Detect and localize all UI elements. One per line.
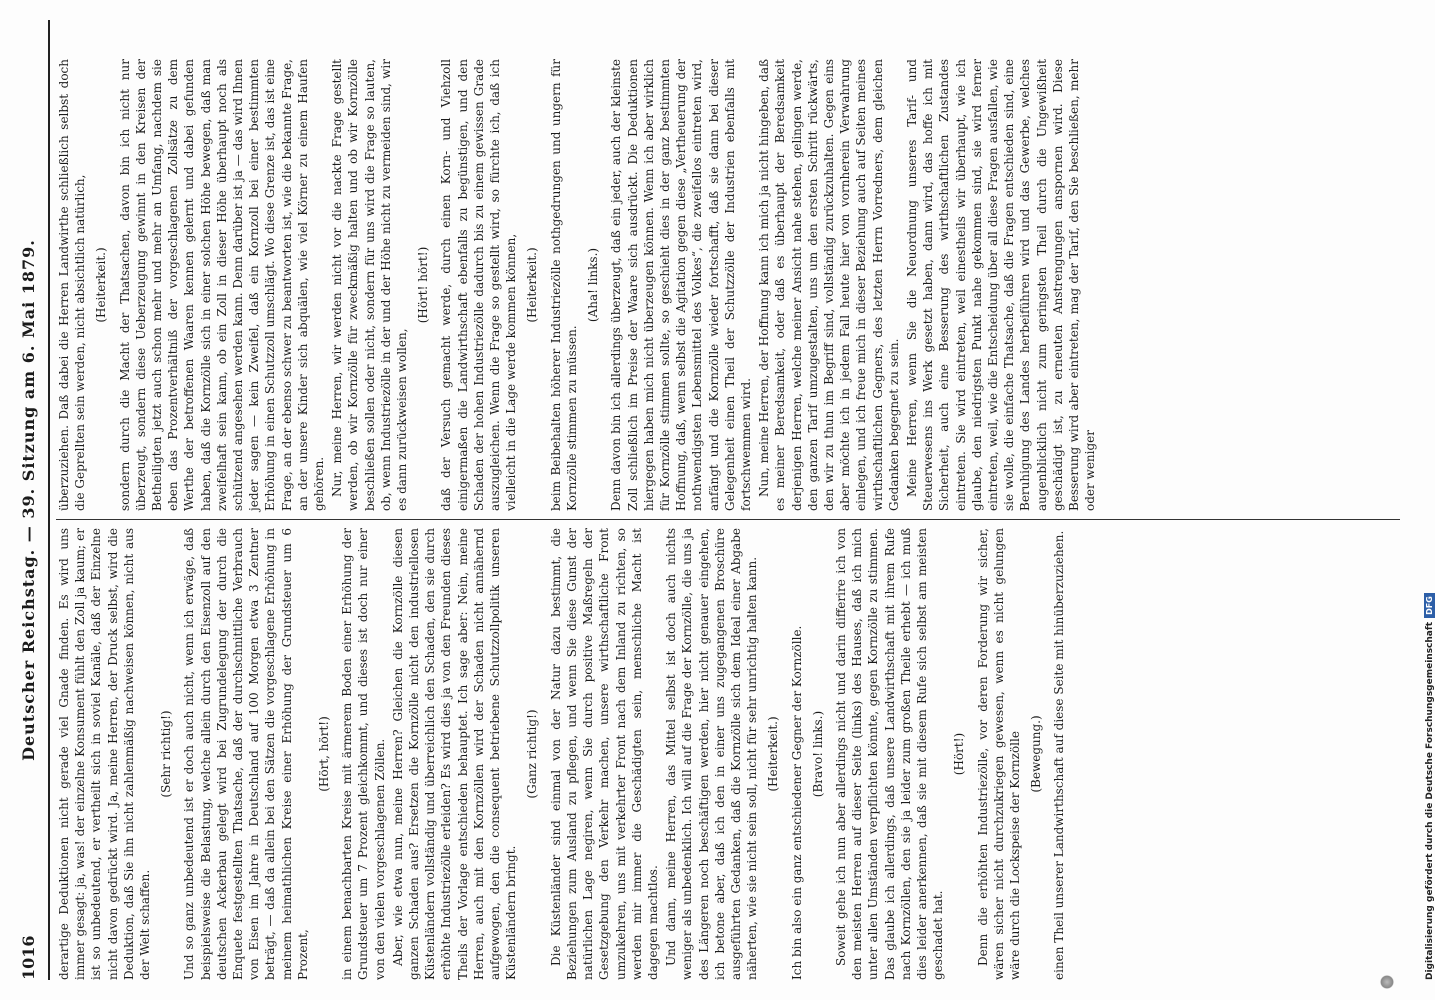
interjection: (Heiterkeit.) <box>525 247 540 323</box>
interjection: (Hört!) <box>952 732 967 776</box>
paragraph: Soweit gehe ich nun aber allerdings nicht und darin differire ich von den meisten Herren auf dieser Seite (links) des Hauses, daß ich mich unter allen Umständen verpflichten könnte, gegen Kornzölle zu stimmen. Das glaube ich allerdings, daß unsere Landwirthschaft mit ihrem Rufe nach Kornzöllen, den sie ja leider zum großen Theile erhebt — ich muß dies leider anerkennen, daß sie mit diesem Rufe sich selbst am meisten geschadet hat. <box>833 528 946 980</box>
interjection: (Bravo! links.) <box>810 710 825 798</box>
digitization-sidebar <box>1406 20 1435 980</box>
paragraph: derartige Deduktionen nicht gerade viel Gnade finden. Es wird uns immer gesagt: ja, was! der einzelne Konsument fühlt den Zoll ja kaum; er ist so unbedeutend, er vertheilt sich in soviel Kanäle, daß der Einzelne nicht davon gedrückt wird. Ja, meine Herren, der Druck selbst, wird die Deduktion, daß Sie ihn nicht zahlenmäßig nachweisen können, nicht aus der Welt schaffen. <box>57 528 153 980</box>
paragraph: einen Theil unserer Landwirthschaft auf diese Seite mit hinüberzuziehen. <box>1052 530 1067 980</box>
paragraph: Nun, meine Herren, der Hoffnung kann ich mich ja nicht hingeben, daß es meiner Beredsamkeit, oder daß es überhaupt der Beredsamkeit derjenigen Herren, welche meiner Ansicht nahe stehen, gelingen werde, den ganzen Tarif umzugestalten, uns um den ersten Schritt rückwärts, den wir zu thun im Begriff sind, vollständig zurückzuhalten. Gegen eins aber möchte ich in jedem Fall heute hier von vornherein Verwahrung einlegen, und ich freue mich in dieser Beziehung auch auf Seiten meines wirthschaftlichen Gegners, des letzten Herrn Vorredners, dem gleichen Gedanken begegnet zu sein. <box>757 59 901 511</box>
paragraph: in einem benachbarten Kreise mit ärmerem Boden einer Erhöhung der Grundsteuer um 7 Prozent gleichkommt, und dieses ist doch nur einer von den vielen vorgeschlagenen Zöllen. <box>340 528 387 980</box>
paragraph: überzuziehen. Daß dabei die Herren Landwirthe schließlich selbst doch die Geprellten sein werden, nicht absichtlich natürlich, <box>57 59 88 511</box>
paragraph: Und so ganz unbedeutend ist er doch auch nicht, wenn ich erwäge, daß beispielsweise die Belastung, welche allein durch den Eisenzoll auf den deutschen Ackerbau gelegt wird bei Zugrundelegung der durch die Enquete festgestellten Thatsache, daß der durchschnittliche Verbrauch von Eisen im Jahre in Deutschland auf 100 Morgen etwa 3 Zentner beträgt, — daß da allein bei den Sätzen die vorgeschlagene Erhöhung in meinem heimathlichen Kreise einer Erhöhung der Grundsteuer um 6 Prozent, <box>182 528 310 980</box>
interjection: (Hört! hört!) <box>416 246 431 324</box>
dfg-logo: DFG <box>1424 593 1435 618</box>
column-divider <box>56 519 1400 520</box>
interjection: (Bewegung.) <box>1029 715 1044 793</box>
paragraph: Die Küstenländer sind einmal von der Natur dazu bestimmt, die Beziehungen zum Ausland zu pflegen, und wenn Sie diese Gunst der natürlichen Lage negiren, wenn Sie durch positive Maßregeln der Gesetzgebung den Verkehr machen, unsere wirthschaftliche Front umzukehren, uns mit verkehrter Front nach dem Inland zu richten, so werden mir immer die Geschädigten sein, menschliche Macht ist dagegen machtlos. <box>548 528 660 980</box>
paragraph: Und dann, meine Herren, das Mittel selbst ist doch auch nichts weniger als unbedenklich. Ich will auf die Frage der Kornzölle, die uns ja des Längeren noch beschäftigen werden, hier nicht genauer eingehen, ich betone aber, daß ich den in einer uns zugegangenen Broschüre ausgeführten Gedanken, daß die Kornzölle sich dem Ideal einer Abgabe näherten, wie sie nicht sein soll, nicht für sehr unrichtig halten kann. <box>664 528 760 980</box>
scan-artifact <box>1380 975 1394 989</box>
paragraph: Ich bin also ein ganz entschiedener Gegner der Kornzölle. <box>789 625 804 980</box>
paragraph: Aber, wie etwa nun, meine Herren? Gleichen die Kornzölle diesen ganzen Schaden aus? Ersetzen die Kornzölle nicht den industriellosen Küstenländern vollständig und überreichlich den Schaden, den sie durch erhöhte Industriezölle erleiden? Es wird dies ja von den Freunden dieses Theils der Vorlage entschieden behauptet. Ich sage aber: Nein, meine Herren, auch mit den Kornzöllen wird der Schaden nicht annähernd aufgewogen, den die consequent betriebene Schutzzollpolitik unseren Küstenländern bringt. <box>390 528 519 980</box>
text-columns <box>56 12 1400 988</box>
credit-text: Digitalisierung gefördert durch die Deutsche Forschungsgemeinschaft <box>1424 621 1435 980</box>
interjection: (Hört, hört!) <box>317 716 332 792</box>
text-column-right <box>56 51 1400 519</box>
paragraph: Denn davon bin ich allerdings überzeugt, daß ein jeder, auch der kleinste Zoll schließlich im Preise der Waare sich ausdrückt. Die Deduktionen hiergegen haben mich nicht überzeugen können. Wenn ich aber wirklich für Kornzölle stimmen sollte, so geschieht dies in der ganz bestimmten Hoffnung, daß, wenn selbst die Agitation gegen diese „Vertheuerung der nothwendigsten Lebensmittel des Volkes“, die zweifellos eintreten wird, anfängt und die Kornzölle wieder fortschafft, daß sie dann bei dieser Gelegenheit einen Theil der Schutzzölle der Industrien ebenfalls mit fortschwemmen wird. <box>609 59 753 511</box>
interjection: (Ganz richtig!) <box>525 709 540 799</box>
page-title: Deutscher Reichstag. — 39. Sitzung am 6. Mai 1879. <box>18 239 38 761</box>
paragraph: daß der Versuch gemacht werde, durch einen Korn- und Viehzoll einigermaßen die Landwirthschaft ebenfalls zu begünstigen, und den Schaden der hohen Industriezölle dadurch bis zu einem gewissen Grade auszugleichen. Wenn die Frage so gestellt wird, so fürchte ich, daß ich vielleicht in die Lage werde kommen können, <box>439 59 519 511</box>
interjection: (Heiterkeit.) <box>766 716 781 792</box>
interjection: (Aha! links.) <box>586 247 601 323</box>
paragraph: Denn die erhöhten Industriezölle, vor deren Forderung wir sicher, wären sicher nicht durchzukriegen gewesen, wenn es nicht gelungen wäre durch die Lockspeise der Kornzölle <box>975 528 1022 980</box>
text-column-left <box>56 520 1400 988</box>
paragraph: Meine Herren, wenn Sie die Neuordnung unseres Tarif- und Steuerwesens ins Werk gesetzt haben, dann wird, das hoffe ich mit Sicherheit, auch eine Besserung des wirthschaftlichen Zustandes eintreten. Sie wird eintreten, weil einestheils wir überhaupt, wie ich glaube, den niedrigsten Punkt nahe gekommen sind, sie wird ferner eintreten, weil, wie die Entscheidung über all diese Fragen ausfallen, wie sie wolle, die einfache Thatsache, daß die Fragen entschieden sind, eine Beruhigung des Landes herbeiführen wird und das Gewerbe, welches augenblicklich nicht zum geringsten Theil durch die Ungewißheit geschädigt ist, zu erneuten Anstrengungen anspornen wird. Diese Besserung wird aber eintreten, mag der Tarif, den Sie beschließen, mehr oder weniger <box>904 59 1098 511</box>
paragraph: beim Beibehalten höherer Industriezölle nothgedrungen und ungern für Kornzölle stimmen zu müssen. <box>548 59 579 511</box>
digitization-credit <box>1424 20 1435 980</box>
rotated-document-page <box>8 0 1408 1000</box>
paragraph: sondern durch die Macht der Thatsachen, davon bin ich nicht nur überzeugt, sondern diese Ueberzeugung gewinnt in den Kreisen der Betheiligten jetzt auch schon mehr und mehr an Umfang, nachdem sie eben das Prozentverhältniß der vorgeschlagenen Zollsätze zu dem Werthe der betroffenen Waaren kennen gelernt und dabei gefunden haben, daß die Kornzölle sich in einer solchen Höhe bewegen, daß man zweifelhaft sein kann, ob ein Zoll in dieser Höhe überhaupt noch als schützend angesehen werden kann. Denn darüber ist ja — das wird Ihnen jeder sagen — kein Zweifel, daß ein Kornzoll bei einer bestimmten Erhöhung in einen Schutzzoll umschlägt. Wo diese Grenze ist, das ist eine Frage, an der ebenso schwer zu beantworten ist, wie die bekannte Frage, an der unsere Kinder sich abquälen, wie viel Körner zu einem Haufen gehören. <box>117 59 327 511</box>
interjection: (Sehr richtig!) <box>159 710 174 798</box>
page-header <box>8 20 50 980</box>
page-number: 1016 <box>18 935 38 980</box>
paragraph: Nur, meine Herren, wir werden nicht vor die nackte Frage gestellt werden, ob wir Kornzölle für zweckmäßig halten und ob wir Kornzölle beschließen sollen oder nicht, sondern für uns wird die Frage so lauten, ob, wenn Industriezölle in der und der Höhe nicht zu vermeiden sind, wir es dann zurückweisen wollen, <box>330 59 410 511</box>
interjection: (Heiterkeit.) <box>94 247 109 323</box>
